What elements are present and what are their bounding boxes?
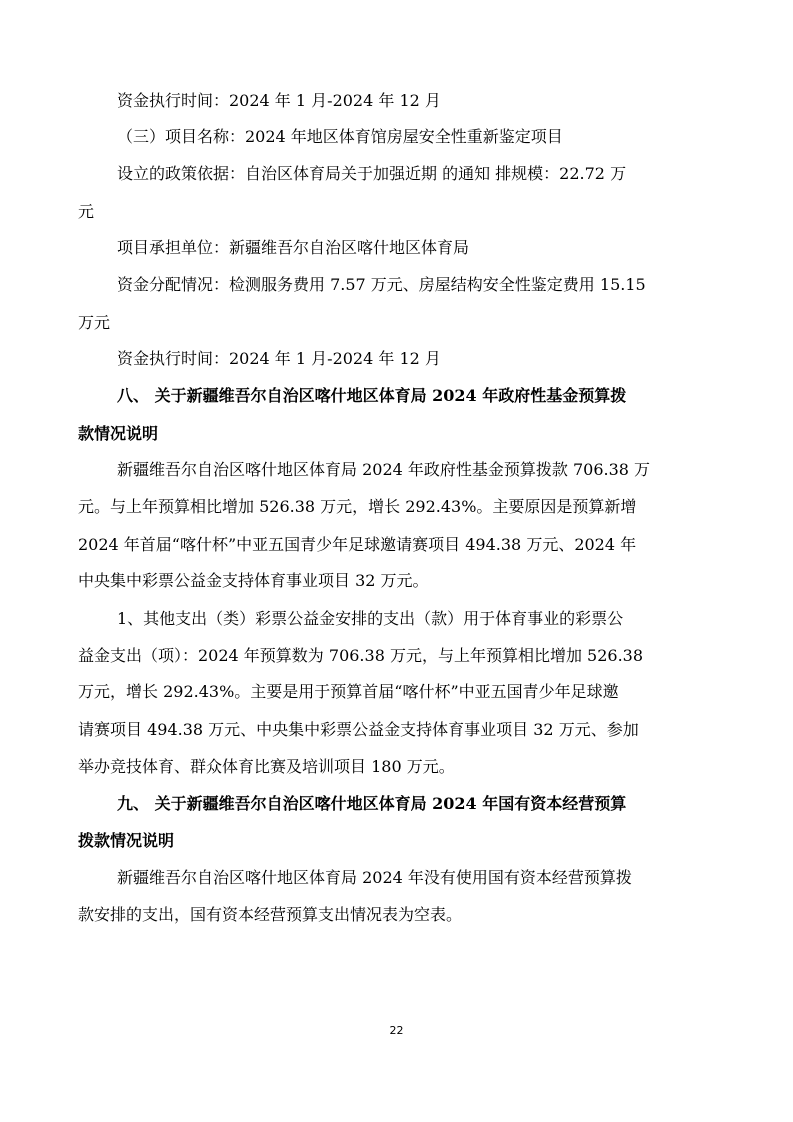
section-heading-8: 八、 关于新疆维吾尔自治区喀什地区体育局 2024 年政府性基金预算拨: [117, 386, 627, 405]
section-heading-8-cont: 款情况说明: [78, 424, 159, 443]
paragraph-line: 举办竞技体育、群众体育比赛及培训项目 180 万元。: [78, 757, 455, 776]
paragraph-line: 请赛项目 494.38 万元、中央集中彩票公益金支持体育事业项目 32 万元、参加: [78, 720, 639, 739]
paragraph-line: 万元，增长 292.43%。主要是用于预算首届“喀什杯”中亚五国青少年足球邀: [78, 682, 619, 701]
section-heading-9-cont: 拨款情况说明: [78, 831, 175, 850]
paragraph-line: 2024 年首届“喀什杯”中亚五国青少年足球邀请赛项目 494.38 万元、2024 年: [78, 535, 637, 554]
paragraph-line: 设立的政策依据：自治区体育局关于加强近期 的通知 排规模：22.72 万: [117, 164, 627, 183]
paragraph-line: 款安排的支出，国有资本经营预算支出情况表为空表。: [78, 905, 463, 924]
paragraph-line: 1、其他支出（类）彩票公益金安排的支出（款）用于体育事业的彩票公: [117, 609, 624, 628]
paragraph-line: 资金执行时间：2024 年 1 月-2024 年 12 月: [117, 349, 441, 368]
paragraph-line: 新疆维吾尔自治区喀什地区体育局 2024 年没有使用国有资本经营预算拨: [117, 868, 632, 887]
paragraph-line: 资金分配情况：检测服务费用 7.57 万元、房屋结构安全性鉴定费用 15.15: [117, 275, 646, 294]
project-title-line: （三）项目名称：2024 年地区体育馆房屋安全性重新鉴定项目: [117, 127, 563, 146]
paragraph-line: 项目承担单位：新疆维吾尔自治区喀什地区体育局: [117, 238, 470, 257]
paragraph-line: 元: [78, 202, 95, 221]
page-number: 22: [389, 1024, 404, 1037]
paragraph-line: 资金执行时间：2024 年 1 月-2024 年 12 月: [117, 91, 441, 110]
section-heading-9: 九、 关于新疆维吾尔自治区喀什地区体育局 2024 年国有资本经营预算: [117, 794, 627, 813]
paragraph-line: 益金支出（项）：2024 年预算数为 706.38 万元，与上年预算相比增加 526.38: [78, 646, 644, 665]
paragraph-line: 新疆维吾尔自治区喀什地区体育局 2024 年政府性基金预算拨款 706.38 万: [117, 460, 651, 479]
paragraph-line: 万元: [78, 313, 111, 332]
paragraph-line: 元。与上年预算相比增加 526.38 万元，增长 292.43%。主要原因是预算新增: [78, 497, 637, 516]
paragraph-line: 中央集中彩票公益金支持体育事业项目 32 万元。: [78, 571, 429, 590]
